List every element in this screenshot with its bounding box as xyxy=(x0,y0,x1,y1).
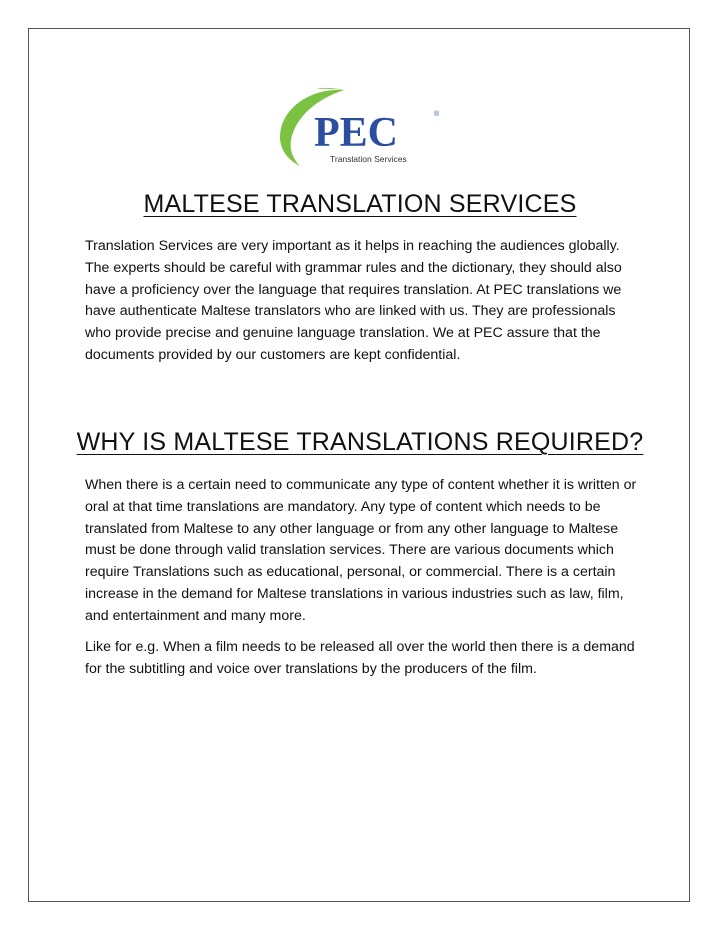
section-1-paragraph: Translation Services are very important as it helps in reaching the audiences globally. The experts should be careful with grammar rules and the dictionary, they should also have a proficiency over the language that requires translation. At PEC translations we have authenticate Maltese translators who are linked with us. They are professionals who provide precise and genuine language translation. We at PEC assure that the documents provided by our customers are kept confidential. xyxy=(85,238,622,363)
section-1-heading: MALTESE TRANSLATION SERVICES xyxy=(143,190,577,218)
logo-brand-text: PEC xyxy=(314,110,398,156)
pec-logo xyxy=(274,82,446,172)
logo-registered-mark: ® xyxy=(434,111,440,118)
logo-tagline-text: Translation Services xyxy=(330,154,407,164)
section-2-heading: WHY IS MALTESE TRANSLATIONS REQUIRED? xyxy=(76,428,644,456)
section-2-paragraph-1: When there is a certain need to communicate any type of content whether it is written or oral at that time translations are mandatory. Any type of content which needs to be translated from Maltese to any other language or from any other language to Maltese must be done through valid translation services. There are various documents which require Translations such as educational, personal, or commercial. There is a certain increase in the demand for Maltese translations in various industries such as law, film, and entertainment and many more. xyxy=(85,477,637,624)
section-2-paragraph-2: Like for e.g. When a film needs to be released all over the world then there is a demand for the subtitling and voice over translations by the producers of the film. xyxy=(85,639,635,677)
pec-logo-icon xyxy=(274,82,446,172)
